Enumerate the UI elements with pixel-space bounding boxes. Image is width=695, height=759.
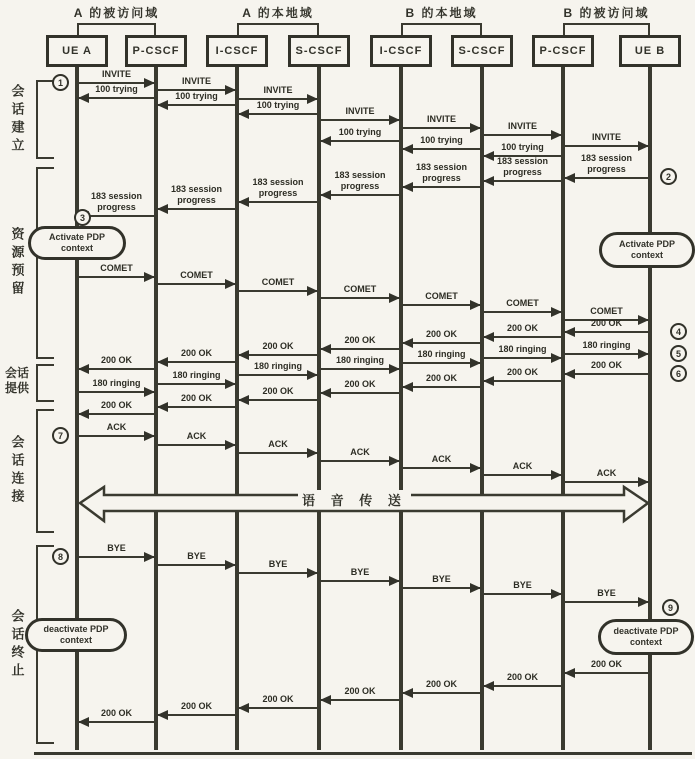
message-label: BYE — [597, 588, 616, 598]
message-arrowhead — [483, 332, 494, 342]
message-label: 200 OK — [590, 318, 623, 328]
step-number-circle: 2 — [660, 168, 677, 185]
message-line — [237, 113, 319, 115]
message-label: BYE — [268, 559, 288, 569]
message-label: COMET — [180, 270, 213, 280]
message-arrowhead — [638, 597, 649, 607]
message-label: BYE — [432, 574, 451, 584]
message-label: INVITE — [101, 69, 131, 79]
message-line — [237, 354, 319, 356]
message-label: 180 ringing — [92, 378, 141, 388]
step-number-circle: 9 — [662, 599, 679, 616]
message-arrowhead — [402, 182, 413, 192]
message-line — [319, 140, 401, 142]
domain-label: A 的被访问域 — [73, 6, 160, 20]
message-label: 200 OK — [344, 335, 376, 345]
message-arrowhead — [470, 300, 481, 310]
message-arrowhead — [238, 395, 249, 405]
message-label: INVITE — [263, 85, 293, 95]
message-label: COMET — [343, 284, 377, 294]
message-arrowhead — [564, 668, 575, 678]
step-number-circle: 4 — [670, 323, 687, 340]
message-label: INVITE — [507, 121, 537, 131]
message-label: 200 OK — [590, 659, 623, 669]
message-line — [319, 348, 401, 350]
message-label: 183 session progress — [252, 177, 304, 198]
message-label: 200 OK — [506, 367, 539, 377]
message-line — [563, 145, 650, 147]
message-arrowhead — [638, 141, 649, 151]
message-arrowhead — [320, 388, 331, 398]
step-number-circle: 1 — [52, 74, 69, 91]
message-arrowhead — [402, 382, 413, 392]
phase-label: 会话提供 — [5, 366, 30, 395]
message-line — [156, 714, 237, 716]
phase-label: 会话建立 — [9, 83, 25, 156]
message-arrowhead — [307, 94, 318, 104]
domain-label: B 的被访问域 — [563, 6, 650, 20]
message-arrowhead — [638, 315, 649, 325]
message-line — [563, 373, 650, 375]
message-label: ACK — [512, 461, 533, 471]
message-arrowhead — [144, 387, 155, 397]
message-label: ACK — [268, 439, 288, 449]
message-line — [482, 685, 563, 687]
pdp-context-oval: deactivate PDP context — [25, 618, 127, 652]
message-arrowhead — [470, 583, 481, 593]
domain-label: A 的本地域 — [242, 6, 314, 20]
message-label: INVITE — [426, 114, 456, 124]
message-arrowhead — [551, 470, 562, 480]
message-label: 100 trying — [501, 142, 544, 152]
message-arrowhead — [144, 431, 155, 441]
message-line — [237, 201, 319, 203]
entity-box: S-CSCF — [451, 35, 513, 67]
message-arrowhead — [551, 589, 562, 599]
step-number-circle: 7 — [52, 427, 69, 444]
message-label: 200 OK — [262, 386, 294, 396]
message-arrowhead — [307, 370, 318, 380]
message-label: ACK — [186, 431, 207, 441]
message-arrowhead — [402, 688, 413, 698]
message-arrowhead — [389, 293, 400, 303]
message-arrowhead — [307, 568, 318, 578]
message-arrowhead — [564, 173, 575, 183]
message-label: COMET — [590, 306, 623, 316]
message-arrowhead — [238, 703, 249, 713]
pdp-context-oval: Activate PDP context — [28, 226, 126, 260]
message-label: ACK — [596, 468, 617, 478]
message-label: 200 OK — [344, 379, 376, 389]
step-number-circle: 3 — [74, 209, 91, 226]
message-label: 200 OK — [425, 329, 458, 339]
message-label: 200 OK — [180, 701, 213, 711]
message-arrowhead — [225, 85, 236, 95]
message-label: COMET — [425, 291, 458, 301]
message-label: 100 trying — [420, 135, 463, 145]
message-label: 200 OK — [100, 355, 133, 365]
message-label: 180 ringing — [172, 370, 221, 380]
entity-box: I-CSCF — [206, 35, 268, 67]
message-label: 200 OK — [425, 373, 458, 383]
message-line — [401, 148, 482, 150]
message-label: 100 trying — [95, 84, 138, 94]
message-label: 100 trying — [175, 91, 218, 101]
message-arrowhead — [483, 681, 494, 691]
message-label: 180 ringing — [498, 344, 547, 354]
message-line — [237, 399, 319, 401]
message-arrowhead — [238, 109, 249, 119]
message-arrowhead — [157, 710, 168, 720]
message-label: 200 OK — [344, 686, 376, 696]
step-number-circle: 5 — [670, 345, 687, 362]
message-label: 183 session progress — [170, 184, 223, 205]
message-label: COMET — [261, 277, 295, 287]
message-label: 100 trying — [338, 127, 382, 137]
message-arrowhead — [402, 338, 413, 348]
message-label: ACK — [431, 454, 452, 464]
message-line — [319, 194, 401, 196]
message-label: 200 OK — [506, 323, 539, 333]
message-arrowhead — [551, 353, 562, 363]
message-arrowhead — [225, 279, 236, 289]
message-line — [563, 177, 650, 179]
message-arrowhead — [225, 560, 236, 570]
message-line — [482, 336, 563, 338]
phase-label: 会话连接 — [9, 435, 25, 507]
message-arrowhead — [225, 440, 236, 450]
entity-box: S-CSCF — [288, 35, 350, 67]
message-line — [563, 353, 650, 355]
entity-box: I-CSCF — [370, 35, 432, 67]
message-arrowhead — [551, 130, 562, 140]
message-arrowhead — [144, 552, 155, 562]
message-arrowhead — [78, 409, 89, 419]
message-line — [563, 601, 650, 603]
message-arrowhead — [638, 477, 649, 487]
message-arrowhead — [78, 717, 89, 727]
message-arrowhead — [320, 190, 331, 200]
message-line — [319, 392, 401, 394]
message-label: 183 session progress — [580, 153, 633, 174]
message-arrowhead — [470, 358, 481, 368]
message-label: 183 session progress — [90, 191, 143, 212]
message-line — [319, 699, 401, 701]
message-arrowhead — [78, 364, 89, 374]
message-arrowhead — [483, 376, 494, 386]
message-label: INVITE — [181, 76, 211, 86]
message-line — [156, 104, 237, 106]
message-label: ACK — [106, 422, 127, 432]
message-label: COMET — [100, 263, 133, 273]
message-line — [156, 406, 237, 408]
message-line — [401, 692, 482, 694]
message-line — [156, 361, 237, 363]
message-arrowhead — [320, 695, 331, 705]
message-label: 180 ringing — [582, 340, 631, 350]
message-label: 180 ringing — [417, 349, 466, 359]
message-label: 200 OK — [506, 672, 539, 682]
message-label: BYE — [513, 580, 532, 590]
message-label: 200 OK — [262, 341, 294, 351]
entity-box: UE A — [46, 35, 108, 67]
message-label: BYE — [107, 543, 126, 553]
message-label: 183 session progress — [496, 156, 549, 177]
message-arrowhead — [144, 272, 155, 282]
message-arrowhead — [157, 100, 168, 110]
message-label: 180 ringing — [335, 355, 384, 365]
step-number-circle: 6 — [670, 365, 687, 382]
message-line — [237, 707, 319, 709]
step-number-circle: 8 — [52, 548, 69, 565]
message-line — [563, 672, 650, 674]
pdp-context-oval: Activate PDP context — [599, 232, 695, 268]
message-label: INVITE — [345, 106, 375, 116]
message-label: 200 OK — [425, 679, 458, 689]
message-arrowhead — [238, 350, 249, 360]
phase-label: 资源预留 — [9, 227, 25, 299]
message-arrowhead — [320, 136, 331, 146]
message-arrowhead — [389, 456, 400, 466]
message-arrowhead — [225, 379, 236, 389]
message-label: 180 ringing — [253, 361, 302, 371]
message-arrowhead — [483, 176, 494, 186]
message-arrowhead — [638, 349, 649, 359]
message-arrowhead — [320, 344, 331, 354]
message-arrowhead — [389, 364, 400, 374]
message-arrowhead — [307, 286, 318, 296]
message-line — [563, 331, 650, 333]
message-label: 200 OK — [100, 400, 133, 410]
message-arrowhead — [564, 327, 575, 337]
message-label: 183 session progress — [334, 170, 386, 191]
message-arrowhead — [157, 357, 168, 367]
message-line — [401, 186, 482, 188]
message-arrowhead — [470, 463, 481, 473]
message-label: 100 trying — [256, 100, 300, 110]
message-arrowhead — [307, 448, 318, 458]
message-arrowhead — [470, 123, 481, 133]
message-arrowhead — [564, 369, 575, 379]
message-arrowhead — [157, 204, 168, 214]
entity-box: P-CSCF — [125, 35, 187, 67]
message-arrowhead — [389, 115, 400, 125]
entity-box: UE B — [619, 35, 681, 67]
message-line — [401, 342, 482, 344]
message-label: 200 OK — [100, 708, 133, 718]
message-label: 200 OK — [180, 348, 213, 358]
voice-transmission-label: 语 音 传 送 — [298, 490, 411, 509]
message-arrowhead — [389, 576, 400, 586]
message-line — [482, 380, 563, 382]
message-label: 200 OK — [180, 393, 213, 403]
message-arrowhead — [157, 402, 168, 412]
message-arrowhead — [551, 307, 562, 317]
message-line — [482, 180, 563, 182]
pdp-context-oval: deactivate PDP context — [598, 619, 694, 655]
message-label: 200 OK — [590, 360, 623, 370]
phase-label: 会话终止 — [9, 608, 25, 681]
entity-box: P-CSCF — [532, 35, 594, 67]
message-arrowhead — [78, 93, 89, 103]
message-label: COMET — [506, 298, 539, 308]
message-label: 183 session progress — [415, 162, 468, 183]
message-label: INVITE — [591, 132, 621, 142]
message-label: ACK — [350, 447, 370, 457]
message-label: BYE — [187, 551, 206, 561]
message-arrowhead — [483, 151, 494, 161]
message-label: 200 OK — [262, 694, 294, 704]
message-line — [156, 208, 237, 210]
message-arrowhead — [238, 197, 249, 207]
message-line — [401, 386, 482, 388]
message-arrowhead — [402, 144, 413, 154]
message-arrowhead — [144, 78, 155, 88]
message-line — [563, 481, 650, 483]
message-label: BYE — [350, 567, 370, 577]
domain-label: B 的本地域 — [405, 6, 478, 20]
